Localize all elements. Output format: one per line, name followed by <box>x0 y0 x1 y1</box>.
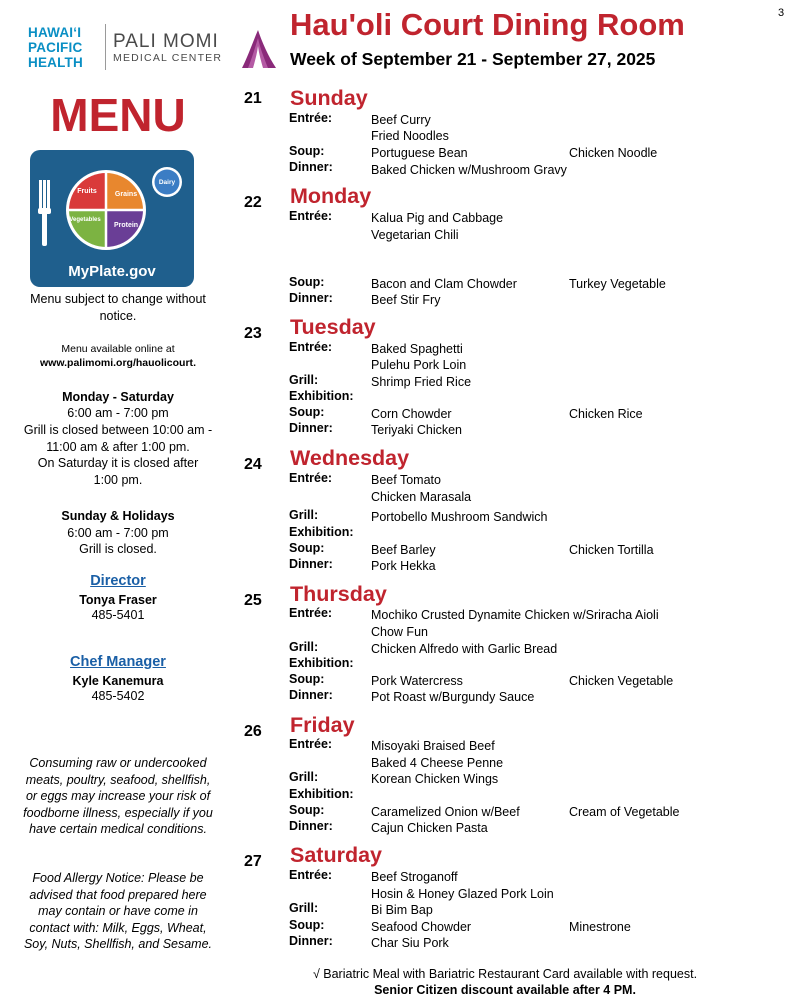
entree-label: Entrée: <box>289 111 333 125</box>
sunday-grill-note: Grill is closed. <box>79 542 157 556</box>
dinner-item: Cajun Chicken Pasta <box>371 821 488 835</box>
dinner-item: Beef Stir Fry <box>371 293 441 307</box>
soup-item: Pork Watercress <box>371 674 463 688</box>
soup-label: Soup: <box>289 275 325 289</box>
soup-label: Soup: <box>289 405 325 419</box>
dinner-label: Dinner: <box>289 160 333 174</box>
soup-item-2: Chicken Rice <box>569 407 643 421</box>
dinner-item: Pot Roast w/Burgundy Sauce <box>371 690 535 704</box>
chef-title <box>10 654 226 671</box>
entree-item: Chow Fun <box>371 625 428 639</box>
day-number: 25 <box>244 592 262 609</box>
dinner-item: Char Siu Pork <box>371 936 449 950</box>
chef-title-text: Chef Manager <box>70 654 166 670</box>
soup-item: Seafood Chowder <box>371 920 472 934</box>
entree-item: Pulehu Pork Loin <box>371 358 467 372</box>
online-url: www.palimomi.org/hauolicourt. <box>40 357 196 369</box>
dairy-label: Dairy <box>158 179 176 186</box>
change-notice: Menu subject to change without notice. <box>30 292 206 323</box>
raw-food-warning: Consuming raw or undercooked meats, poultry, seafood, shellfish, or eggs may increase your risk of foodborne illness, especially if you have certain medical conditions. <box>23 756 213 836</box>
entree-label: Entrée: <box>289 471 333 485</box>
entree-item: Misoyaki Braised Beef <box>371 739 495 753</box>
myplate-brand: MyPlate.gov <box>68 263 156 280</box>
soup-item-2: Chicken Vegetable <box>569 674 674 688</box>
dinner-item: Baked Chicken w/Mushroom Gravy <box>371 163 567 177</box>
exhibition-label: Exhibition: <box>289 525 354 539</box>
grill-closed-note: Grill is closed between 10:00 am - 11:00 am & after 1:00 pm. <box>23 423 213 454</box>
vegetables-label: Vegetables <box>69 217 101 223</box>
protein-label: Protein <box>113 222 139 229</box>
dinner-label: Dinner: <box>289 688 333 702</box>
grill-item: Chicken Alfredo with Garlic Bread <box>371 642 558 656</box>
grill-item: Bi Bim Bap <box>371 903 433 917</box>
bariatric-note: √ Bariatric Meal with Bariatric Restaurant Card available with request. <box>312 967 698 981</box>
senior-discount-note: Senior Citizen discount available after 4 PM. <box>374 983 636 997</box>
soup-item-2: Cream of Vegetable <box>569 805 680 819</box>
soup-label: Soup: <box>289 541 325 555</box>
soup-label: Soup: <box>289 144 325 158</box>
grains-label: Grains <box>114 191 138 198</box>
entree-label: Entrée: <box>289 209 333 223</box>
day-number: 21 <box>244 90 262 107</box>
entree-item: Baked Spaghetti <box>371 342 463 356</box>
dinner-label: Dinner: <box>289 421 333 435</box>
soup-item-2: Turkey Vegetable <box>569 277 666 291</box>
grill-item: Shrimp Fried Rice <box>371 375 472 389</box>
soup-item-2: Chicken Noodle <box>569 146 658 160</box>
entree-item: Beef Stroganoff <box>371 870 458 884</box>
hph-line-1: HAWAIʻI <box>28 25 82 40</box>
soup-item: Bacon and Clam Chowder <box>371 277 517 291</box>
soup-item: Portuguese Bean <box>371 146 468 160</box>
entree-item: Fried Noodles <box>371 129 449 143</box>
soup-label: Soup: <box>289 803 325 817</box>
director-name: Tonya Fraser <box>79 593 157 607</box>
soup-item-2: Chicken Tortilla <box>569 543 654 557</box>
medical-center-logo-text: MEDICAL CENTER <box>113 52 223 64</box>
chef-phone: 485-5402 <box>91 689 145 703</box>
director-title-text: Director <box>90 573 146 589</box>
online-url-text: www.palimomi.org/hauolicourt <box>40 357 194 369</box>
day-number: 23 <box>244 325 262 342</box>
saturday-note: On Saturday it is closed after 1:00 pm. <box>37 456 199 487</box>
grill-label: Grill: <box>289 770 319 784</box>
day-name: Saturday <box>290 843 383 867</box>
soup-item: Beef Barley <box>371 543 436 557</box>
hawaii-pacific-health-logo <box>28 25 100 70</box>
grill-label: Grill: <box>289 640 319 654</box>
online-label: Menu available online at <box>61 343 175 355</box>
grill-label: Grill: <box>289 373 319 387</box>
entree-item: Vegetarian Chili <box>371 228 459 242</box>
day-number: 27 <box>244 853 262 870</box>
dinner-label: Dinner: <box>289 557 333 571</box>
grill-item: Korean Chicken Wings <box>371 772 499 786</box>
logo-divider <box>105 24 106 70</box>
menu-heading: MENU <box>50 89 186 141</box>
soup-item-2: Minestrone <box>569 920 631 934</box>
mon-sat-hours: 6:00 am - 7:00 pm <box>67 406 169 420</box>
entree-label: Entrée: <box>289 340 333 354</box>
dinner-label: Dinner: <box>289 291 333 305</box>
day-number: 24 <box>244 456 262 473</box>
director-title <box>10 573 226 590</box>
soup-item: Caramelized Onion w/Beef <box>371 805 520 819</box>
food-allergy-notice: Food Allergy Notice: Please be advised that food prepared here may contain or have come in contact with: Milk, Eggs, Wheat, Soy, Nuts, Shellfish, and Sesame. <box>23 871 213 951</box>
pali-momi-mark-icon <box>238 26 278 70</box>
soup-label: Soup: <box>289 672 325 686</box>
day-name: Friday <box>290 713 355 737</box>
mon-sat-heading: Monday - Saturday <box>62 390 174 404</box>
entree-item: Mochiko Crusted Dynamite Chicken w/Sriracha Aioli <box>371 608 659 622</box>
pali-momi-logo-text: PALI MOMI <box>113 31 219 52</box>
hph-line-2: PACIFIC <box>28 40 83 55</box>
grill-label: Grill: <box>289 508 319 522</box>
dinner-item: Teriyaki Chicken <box>371 423 463 437</box>
entree-item: Chicken Marasala <box>371 490 472 504</box>
entree-label: Entrée: <box>289 606 333 620</box>
dinner-label: Dinner: <box>289 819 333 833</box>
entree-item: Kalua Pig and Cabbage <box>371 211 504 225</box>
myplate-image <box>30 150 194 287</box>
hph-line-3: HEALTH <box>28 55 83 70</box>
chef-name: Kyle Kanemura <box>72 674 164 688</box>
soup-label: Soup: <box>289 918 325 932</box>
week-range: Week of September 21 - September 27, 2025 <box>290 49 656 69</box>
page-number: 3 <box>778 7 785 19</box>
day-name: Tuesday <box>290 315 376 339</box>
grill-item: Portobello Mushroom Sandwich <box>371 510 548 524</box>
day-name: Monday <box>290 184 372 208</box>
day-number: 26 <box>244 723 262 740</box>
sunday-heading: Sunday & Holidays <box>61 509 175 523</box>
day-number: 22 <box>244 194 262 211</box>
entree-item: Hosin & Honey Glazed Pork Loin <box>371 887 554 901</box>
dinner-item: Pork Hekka <box>371 559 436 573</box>
fork-icon <box>42 212 47 246</box>
page-title: Hau'oli Court Dining Room <box>290 7 685 42</box>
entree-item: Baked 4 Cheese Penne <box>371 756 504 770</box>
exhibition-label: Exhibition: <box>289 389 354 403</box>
exhibition-label: Exhibition: <box>289 787 354 801</box>
entree-item: Beef Tomato <box>371 473 441 487</box>
soup-item: Corn Chowder <box>371 407 452 421</box>
exhibition-label: Exhibition: <box>289 656 354 670</box>
day-name: Wednesday <box>290 446 410 470</box>
sunday-hours: 6:00 am - 7:00 pm <box>67 526 169 540</box>
day-name: Thursday <box>290 582 387 606</box>
entree-label: Entrée: <box>289 868 333 882</box>
fruits-label: Fruits <box>77 188 97 195</box>
entree-label: Entrée: <box>289 737 333 751</box>
day-name: Sunday <box>290 86 368 110</box>
director-phone: 485-5401 <box>91 608 145 622</box>
dinner-label: Dinner: <box>289 934 333 948</box>
grill-label: Grill: <box>289 901 319 915</box>
entree-item: Beef Curry <box>371 113 431 127</box>
